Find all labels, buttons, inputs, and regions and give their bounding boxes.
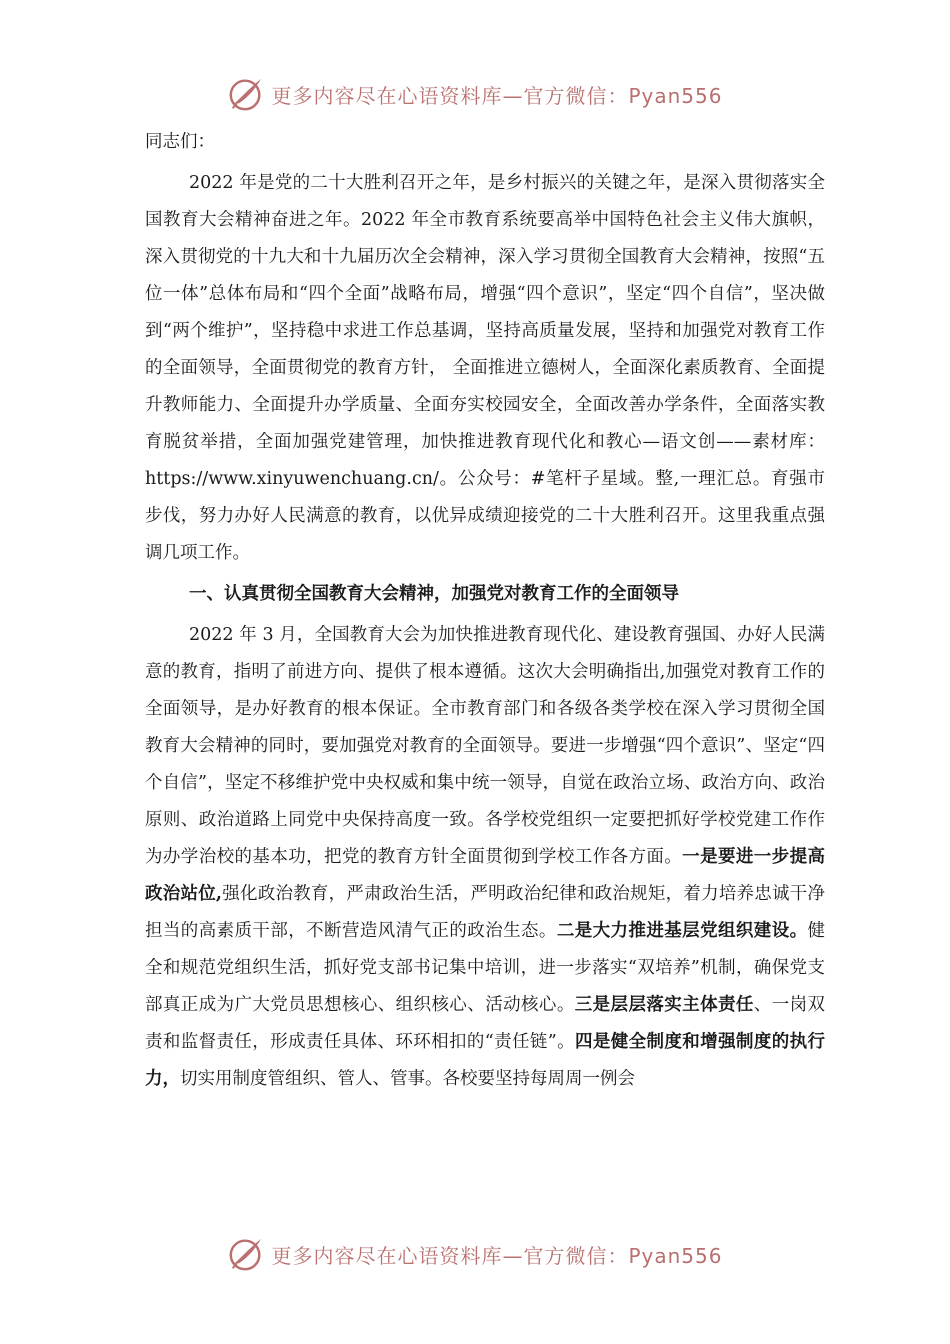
banner-text: 更多内容尽在心语资料库—官方微信：Pyan556 [271, 1243, 723, 1268]
paragraph-text: 强化政治教育，严肃政治生活，严明政治纪律和政治规矩，着力培养忠诚干净担当的高素质干部，不断营造风清气正的政治生态。 [145, 884, 825, 941]
paragraph-text: 健全和规范党组织生活，抓好党支部书记集中培训，进一步落实“双培养”机制，确保党支部真正成为广大党员思想核心、组织核心、活动核心。 [145, 921, 826, 1015]
bold-point-3: 三是层层落实主体责任 [574, 995, 754, 1015]
paragraph-section-1 [145, 617, 825, 1098]
paragraph-intro: 2022 年是党的二十大胜利召开之年，是乡村振兴的关键之年，是深入贯彻落实全国教育大会精神奋进之年。2022 年全市教育系统要高举中国特色社会主义伟大旗帜，深入贯彻党的十九大和十九届历次全会精神，深入学习贯彻全国教育大会精神，按照“五位一体”总体布局和“四个全面”战略布局，增强“四个意识”，坚定“四个自信”，坚决做到“两个维护”，坚持稳中求进工作总基调，坚持高质量发展，坚持和加强党对教育工作的全面领导，全面贯彻党的教育方针， 全面推进立德树人，全面深化素质教育、全面提升教师能力、全面提升办学质量、全面夯实校园安全，全面改善办学条件，全面落实教育脱贫举措，全面加强党建管理，加快推进教育现代化和教心—语文创——素材库：https://www.xinyuwenchuang.cn/。公众号：#笔杆子星域。整,一理汇总。育强市步伐，努力办好人民满意的教育，以优异成绩迎接党的二十大胜利召开。这里我重点强调几项工作。 [145, 173, 825, 563]
quill-logo-icon [227, 1235, 265, 1273]
footer-watermark-banner [0, 1232, 950, 1276]
bold-point-1: 一是要进一步提高政治站位, [145, 847, 826, 904]
bold-point-4: 四是健全制度和增强制度的执行力， [145, 1032, 825, 1089]
document-body [145, 124, 825, 1098]
paragraph-text: 2022 年 3 月，全国教育大会为加快推进教育现代化、建设教育强国、办好人民满意的教育，指明了前进方向、提供了根本遵循。这次大会明确指出,加强党对教育工作的全面领导，是办好教育的根本保证。全市教育部门和各级各类学校在深入学习贯彻全国教育大会精神的同时，要加强党对教育的全面领导。要进一步增强“四个意识”、坚定“四个自信”，坚定不移维护党中央权威和集中统一领导，自觉在政治立场、政治方向、政治原则、政治道路上同党中央保持高度一致。各学校党组织一定要把抓好学校党建工作作为办学治校的基本功，把党的教育方针全面贯彻到学校工作各方面。 [145, 625, 825, 867]
header-watermark-banner [0, 72, 950, 116]
quill-logo-icon [227, 75, 265, 113]
bold-point-2: 二是大力推进基层党组织建设。 [556, 921, 808, 941]
banner-text: 更多内容尽在心语资料库—官方微信：Pyan556 [271, 83, 723, 108]
salutation: 同志们： [145, 132, 215, 152]
section-heading-1: 一、认真贯彻全国教育大会精神，加强党对教育工作的全面领导 [189, 584, 679, 604]
paragraph-text: 切实用制度管组织、管人、管事。各校要坚持每周周一例会 [180, 1069, 635, 1089]
paragraph-text: 、一岗双责和监督责任，形成责任具体、环环相扣的“责任链”。 [145, 995, 826, 1052]
